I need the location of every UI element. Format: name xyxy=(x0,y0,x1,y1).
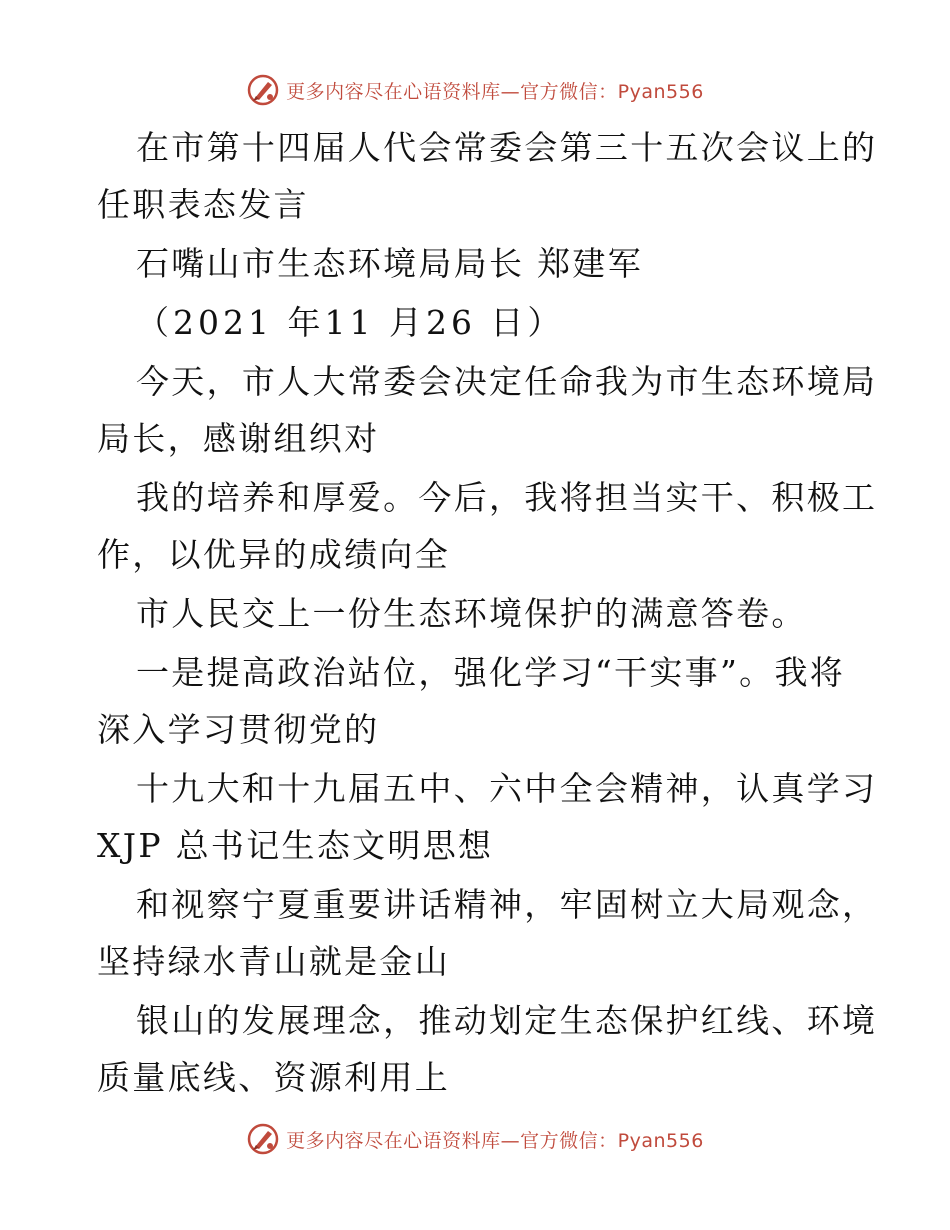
document-line: 石嘴山市生态环境局局长 郑建军 xyxy=(136,244,643,283)
document-line: 深入学习贯彻党的 xyxy=(97,710,380,749)
document-line: 市人民交上一份生态环境保护的满意答卷。 xyxy=(136,594,807,633)
document-line: 和视察宁夏重要讲话精神，牢固树立大局观念， xyxy=(136,885,878,924)
document-line: 一是提高政治站位，强化学习“干实事”。我将 xyxy=(136,653,846,692)
document-line: 银山的发展理念，推动划定生态保护红线、环境 xyxy=(136,1001,878,1040)
document-line: 今天，市人大常委会决定任命我为市生态环境局 xyxy=(136,362,878,401)
footer-banner xyxy=(0,1119,950,1159)
footer-banner-text: 更多内容尽在心语资料库—官方微信：Pyan556 xyxy=(286,1129,704,1152)
document-line: （2021 年11 月26 日） xyxy=(136,303,565,342)
document-line: 我的培养和厚爱。今后，我将担当实干、积极工 xyxy=(136,478,878,517)
document-line: 坚持绿水青山就是金山 xyxy=(97,942,450,981)
document-line: 作，以优异的成绩向全 xyxy=(97,535,450,574)
document-line: XJP 总书记生态文明思想 xyxy=(97,826,494,865)
document-line: 十九大和十九届五中、六中全会精神，认真学习 xyxy=(136,769,878,808)
header-banner xyxy=(0,70,950,110)
document-line: 局长，感谢组织对 xyxy=(97,419,380,458)
document-line: 任职表态发言 xyxy=(97,185,309,224)
header-banner-text: 更多内容尽在心语资料库—官方微信：Pyan556 xyxy=(286,80,704,103)
document-line: 质量底线、资源利用上 xyxy=(97,1058,450,1097)
quill-pen-logo-icon xyxy=(246,73,280,107)
quill-pen-logo-icon xyxy=(246,1122,280,1156)
document-body xyxy=(0,118,950,1108)
document-line: 在市第十四届人代会常委会第三十五次会议上的 xyxy=(136,128,878,167)
